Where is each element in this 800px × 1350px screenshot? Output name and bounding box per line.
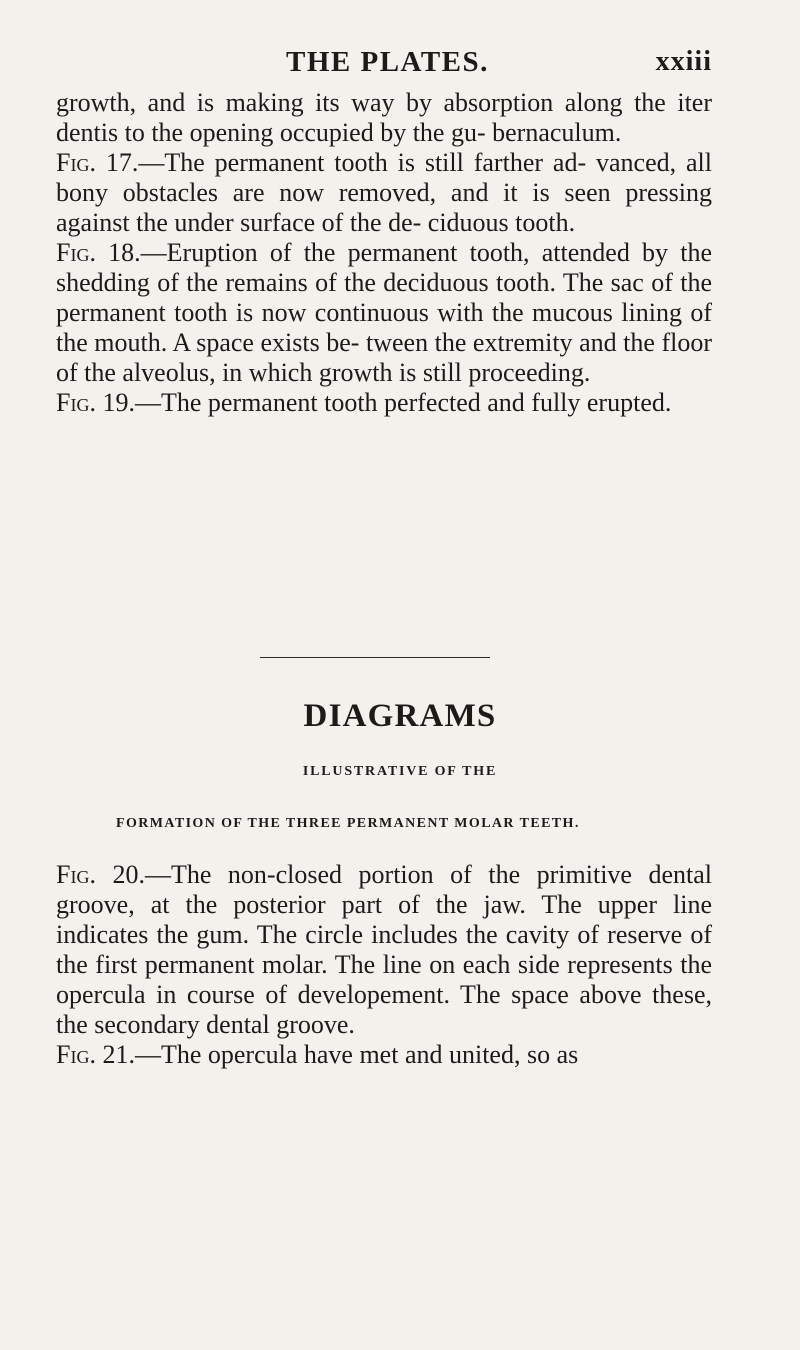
paragraph-fig-18 (56, 238, 712, 388)
fig-label: Fig. 20. (56, 860, 145, 889)
fig-label: Fig. 18. (56, 238, 141, 267)
section-subtitle: ILLUSTRATIVE OF THE (302, 764, 498, 779)
section-title: DIAGRAMS (303, 698, 497, 734)
paragraph-fig-17 (56, 148, 712, 238)
page-header (56, 40, 712, 80)
running-title: THE PLATES. (286, 46, 489, 78)
diagram-description (56, 860, 712, 1070)
paragraph-fig-20 (56, 860, 712, 1040)
fig-label: Fig. 21. (56, 1040, 135, 1069)
fig-label: Fig. 17. (56, 148, 139, 177)
page-number: xxiii (655, 46, 712, 77)
section-caption: FORMATION OF THE THREE PERMANENT MOLAR TEETH. (116, 816, 580, 831)
fig-label: Fig. 19. (56, 388, 135, 417)
paragraph-text: —The non-closed portion of the primitive dental groove, at the posterior part of the jaw. The upper line indicates the gum. The circle includes the cavity of reserve of the first permanent molar. The line on each side represents the opercula in course of developement. The space above these, the secondary dental groove. (56, 860, 713, 1039)
paragraph-text: growth, and is making its way by absorption along the iter dentis to the opening occupied by the gu- bernaculum. (56, 88, 712, 147)
paragraph-text: —The permanent tooth is still farther ad- vanced, all bony obstacles are now removed, and it is seen pressing against the under surface of the de- ciduous tooth. (56, 148, 712, 237)
paragraph-fig-19 (56, 388, 712, 418)
paragraph-continuation (56, 88, 712, 148)
paragraph-text: —Eruption of the permanent tooth, attended by the shedding of the remains of the deciduous tooth. The sac of the permanent tooth is now continuous with the mucous lining of the mouth. A space exists be- tween the extremity and the floor of the alveolus, in which growth is still proceeding. (56, 238, 712, 387)
paragraph-text: —The permanent tooth perfected and fully erupted. (134, 388, 672, 417)
paragraph-fig-21 (56, 1040, 712, 1070)
paragraph-text: —The opercula have met and united, so as (134, 1040, 579, 1069)
section-divider (260, 657, 490, 658)
plates-description (56, 88, 712, 418)
